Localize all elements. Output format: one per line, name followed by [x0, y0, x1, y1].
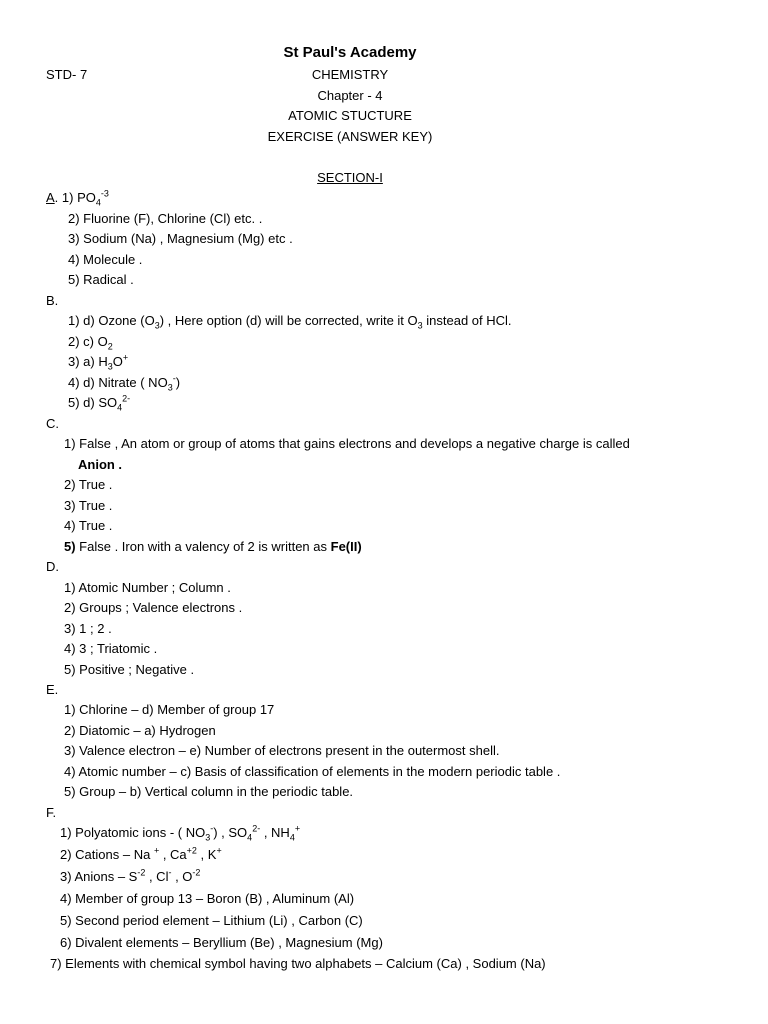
school-name: St Paul's Academy [283, 44, 417, 61]
section-c-q4: 4) True . [64, 518, 113, 533]
section-a-q5: 5) Radical . [68, 272, 134, 287]
section-b-q1: 1) d) Ozone $(O_3)$ , Here option (d) will be corrected, write it $O_3$ instead of HCl. [68, 313, 512, 331]
section-b-q4: 4) d) Nitrate ( $NO_3^-$) [68, 373, 181, 393]
section-e-q3: 3) Valence electron – e) Number of electrons present in the outermost shell. [64, 743, 500, 758]
section-a-label: A [46, 190, 55, 205]
subject: CHEMISTRY [311, 67, 389, 82]
section-e-q5: 5) Group – b) Vertical column in the periodic table. [64, 784, 354, 799]
section-d-q2: 2) Groups ; Valence electrons . [64, 600, 243, 615]
section-a-q3: 3) Sodium (Na) , Magnesium (Mg) etc . [68, 231, 293, 246]
section-b-q2: 2) c) $O_2$ [68, 334, 113, 352]
section-e-label: E. [46, 682, 59, 697]
section-f-q6: 6) Divalent elements – Beryllium (Be) , Magnesium (Mg) [60, 935, 383, 950]
section-d-q1: 1) Atomic Number ; Column . [64, 580, 231, 595]
section-e-q4: 4) Atomic number – c) Basis of classification of elements in the modern periodic table . [64, 764, 561, 779]
topic: ATOMIC STUCTURE [288, 108, 412, 123]
section-b-label: B. [46, 293, 59, 308]
section-d-label: D. [46, 559, 59, 574]
chapter: Chapter - 4 [317, 88, 383, 103]
exercise-title: EXERCISE (ANSWER KEY) [267, 129, 433, 144]
section-heading: SECTION-I [317, 170, 383, 185]
section-e-q1: 1) Chlorine – d) Member of group 17 [64, 702, 275, 717]
section-a-q1: A. 1) $PO_4^{-3}$ [46, 188, 109, 208]
section-c-q1: 1) False , An atom or group of atoms that gains electrons and develops a negative charge is called [64, 436, 630, 451]
section-b-q5: 5) d) $SO_4^{2-}$ [68, 393, 131, 413]
section-c-q1-answer: Anion . [78, 457, 123, 472]
section-f-q4: 4) Member of group 13 – Boron (B) , Aluminum (Al) [60, 891, 355, 906]
section-d-q3: 3) 1 ; 2 . [64, 621, 112, 636]
std-label: STD- 7 [46, 67, 88, 82]
section-f-q5: 5) Second period element – Lithium (Li) , Carbon (C) [60, 913, 363, 928]
section-a-q4: 4) Molecule . [68, 252, 143, 267]
section-f-q2: 2) Cations – Na + , $Ca^{+2}$ , K+ [60, 845, 222, 862]
section-b-q3: 3) a) $H_3O^+$ [68, 352, 129, 372]
section-c-q3: 3) True . [64, 498, 113, 513]
period: . [54, 190, 62, 205]
section-f-q7: 7) Elements with chemical symbol having two alphabets – Calcium (Ca) , Sodium (Na) [50, 956, 546, 971]
section-a-q2: 2) Fluorine (F), Chlorine (Cl) etc. . [68, 211, 263, 226]
section-d-q5: 5) Positive ; Negative . [64, 662, 195, 677]
section-c-label: C. [46, 416, 59, 431]
section-e-q2: 2) Diatomic – a) Hydrogen [64, 723, 216, 738]
section-f-q3: 3) Anions – $S^{-2}$ , Cl- , $O^{-2}$ [60, 867, 201, 884]
section-d-q4: 4) 3 ; Triatomic . [64, 641, 158, 656]
section-f-label: F. [46, 805, 57, 820]
section-f-q1: 1) Polyatomic ions - ( $NO_3^-$) , $SO_4^{2-}$ , $NH_4^+$ [60, 823, 301, 843]
section-c-q2: 2) True . [64, 477, 113, 492]
section-c-q5: 5) False . Iron with a valency of 2 is written as Fe(II) [64, 539, 362, 554]
